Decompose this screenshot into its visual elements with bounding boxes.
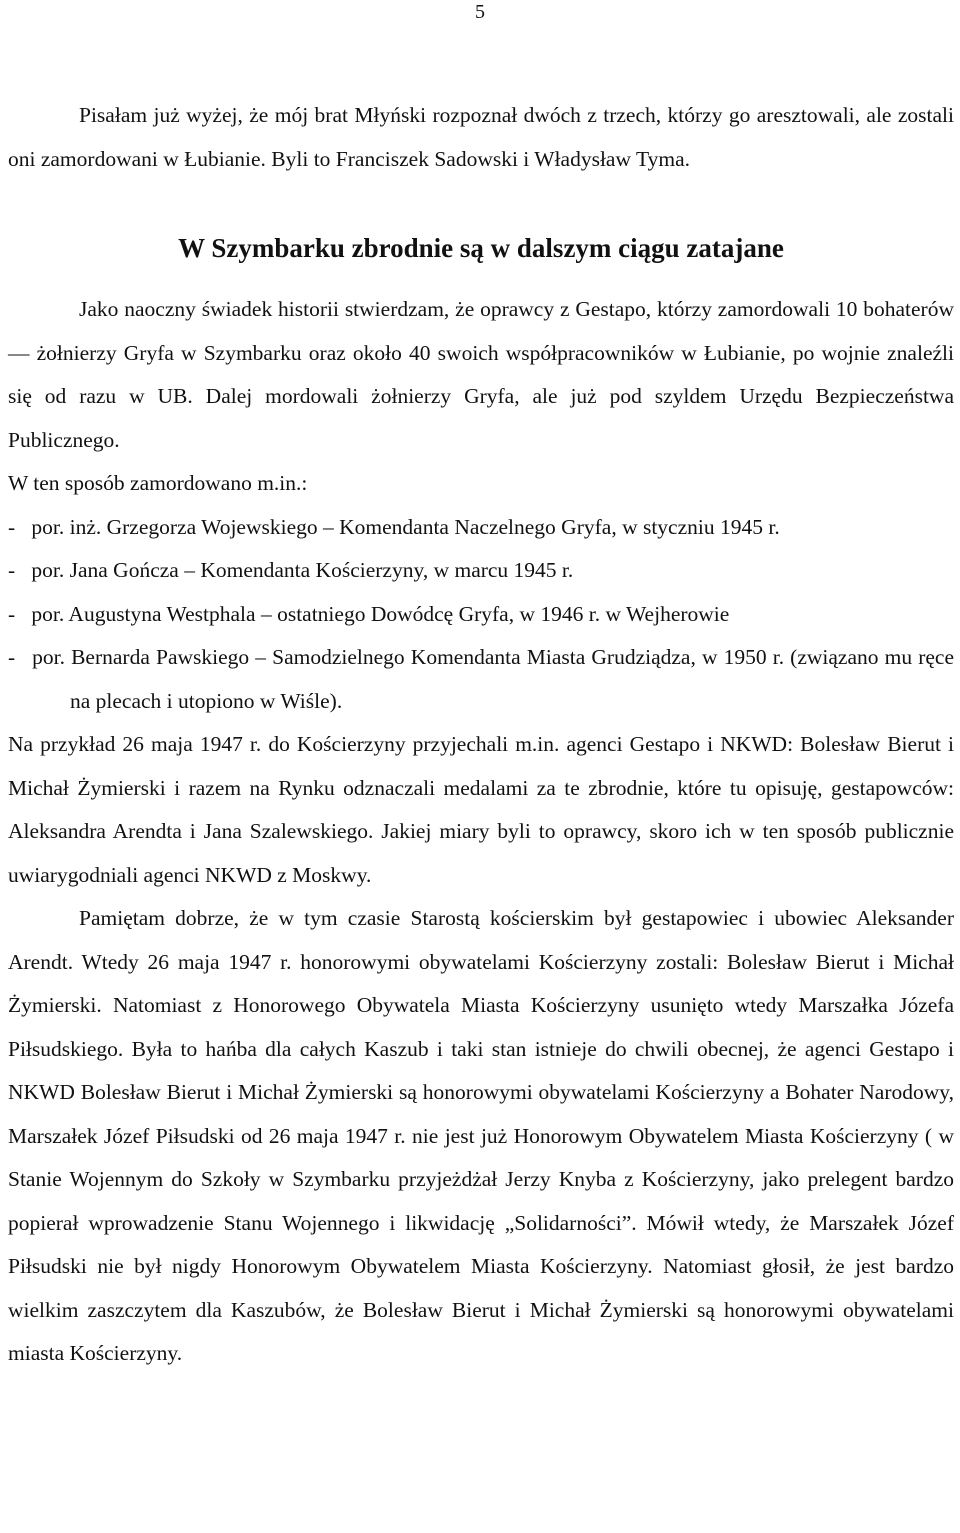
list-dash: - [8, 558, 16, 582]
list-dash: - [8, 645, 16, 669]
list-item [8, 506, 954, 550]
intro-paragraph: Pisałam już wyżej, że mój brat Młyński rozpoznał dwóch z trzech, którzy go aresztowali, ale zostali oni zamordowani w Łubianie. Byli to Franciszek Sadowski i Władysław Tyma. [8, 103, 954, 171]
list-item [8, 593, 954, 637]
list-item-text: por. Jana Gończa – Komendanta Kościerzyny, w marcu 1945 r. [31, 558, 574, 582]
example-paragraph: Na przykład 26 maja 1947 r. do Kościerzyny przyjechali m.in. agenci Gestapo i NKWD: Bolesław Bierut i Michał Żymierski i razem na Rynku odznaczali medalami za te zbrodnie, które tu opisuję, gestapowców: Aleksandra Arendta i Jana Szalewskiego. Jakiej miary byli to oprawcy, skoro ich w ten sposób publicznie uwiarygodniali agenci NKWD z Moskwy. [8, 732, 954, 887]
victims-list [8, 506, 954, 724]
memory-paragraph: Pamiętam dobrze, że w tym czasie Starostą kościerskim był gestapowiec i ubowiec Aleksander Arendt. Wtedy 26 maja 1947 r. honorowymi obywatelami Kościerzyny zostali: Bolesław Bierut i Michał Żymierski. Natomiast z Honorowego Obywatela Miasta Kościerzyny usunięto wtedy Marszałka Józefa Piłsudskiego. Była to hańba dla całych Kaszub i taki stan istnieje do chwili obecnej, że agenci Gestapo i NKWD Bolesław Bierut i Michał Żymierski są honorowymi obywatelami Kościerzyny a Bohater Narodowy, Marszałek Józef Piłsudski od 26 maja 1947 r. nie jest już Honorowym Obywatelem Miasta Kościerzyny ( w Stanie Wojennym do Szkoły w Szymbarku przyjeżdżał Jerzy Knyba z Kościerzyny, jako prelegent bardzo popierał wprowadzenie Stanu Wojennego i likwidację „Solidarności”. Mówił wtedy, że Marszałek Józef Piłsudski nie był nigdy Honorowym Obywatelem Miasta Kościerzyny. Natomiast głosił, że jest bardzo wielkim zaszczytem dla Kaszubów, że Bolesław Bierut i Michał Żymierski są honorowymi obywatelami miasta Kościerzyny. [8, 906, 954, 1365]
list-dash: - [8, 514, 16, 539]
list-item-text: por. inż. Grzegorza Wojewskiego – Komendanta Naczelnego Gryfa, w styczniu 1945 r. [31, 514, 780, 539]
victims-list-intro: W ten sposób zamordowano m.in.: [8, 471, 308, 495]
section-heading: W Szymbarku zbrodnie są w dalszym ciągu zatajane [178, 233, 784, 263]
list-item-text: por. Bernarda Pawskiego – Samodzielnego Komendanta Miasta Grudziądza, w 1950 r. (związano mu ręce na plecach i utopiono w Wiśle). [32, 645, 955, 713]
testimony-paragraph: Jako naoczny świadek historii stwierdzam, że oprawcy z Gestapo, którzy zamordowali 10 bohaterów — żołnierzy Gryfa w Szymbarku oraz około 40 swoich współpracowników w Łubianie, po wojnie znaleźli się od razu w UB. Dalej mordowali żołnierzy Gryfa, ale już pod szyldem Urzędu Bezpieczeństwa Publicznego. [8, 297, 954, 452]
document-body [8, 94, 954, 1376]
list-item-text: por. Augustyna Westphala – ostatniego Dowódcę Gryfa, w 1946 r. w Wejherowie [31, 601, 730, 626]
page-number: 5 [475, 1, 485, 23]
list-item [8, 549, 954, 593]
list-item [8, 636, 954, 723]
list-dash: - [8, 601, 16, 626]
